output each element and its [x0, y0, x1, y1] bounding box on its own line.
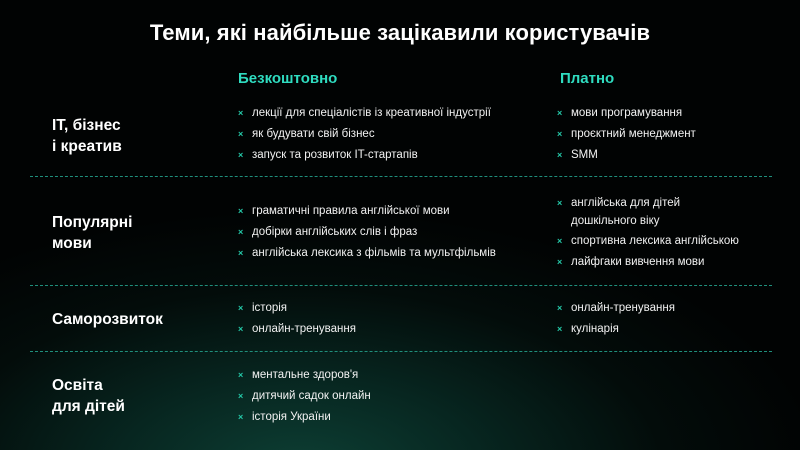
list-item — [238, 322, 356, 343]
list-item — [557, 255, 739, 276]
cross-bullet-icon: × — [557, 236, 563, 246]
cross-bullet-icon: × — [238, 370, 244, 380]
cross-bullet-icon: × — [238, 129, 244, 139]
topic-text: кулінарія — [571, 323, 619, 335]
list-item — [557, 106, 696, 127]
section-divider — [30, 176, 772, 177]
cross-bullet-icon: × — [238, 206, 244, 216]
cross-bullet-icon: × — [557, 257, 563, 267]
cross-bullet-icon: × — [557, 303, 563, 313]
category-self-development: Саморозвиток — [52, 311, 163, 328]
topic-text: англійська лексика з фільмів та мультфільмів — [252, 247, 496, 259]
topic-text: проєктний менеджмент — [571, 128, 696, 140]
cross-bullet-icon: × — [238, 324, 244, 334]
list-item — [238, 127, 491, 148]
cross-bullet-icon: × — [238, 248, 244, 258]
free-topics-list-languages — [238, 204, 496, 267]
free-topics-list-it — [238, 106, 491, 169]
list-item — [238, 246, 496, 267]
section-divider — [30, 285, 772, 286]
list-item — [238, 368, 371, 389]
topic-text: ментальне здоров'я — [252, 369, 359, 381]
list-item — [557, 301, 675, 322]
list-item — [557, 127, 696, 148]
list-item — [557, 194, 739, 234]
cross-bullet-icon: × — [238, 227, 244, 237]
topic-text: добірки англійських слів і фраз — [252, 226, 418, 238]
cross-bullet-icon: × — [557, 129, 563, 139]
category-languages: Популярні мови — [52, 214, 133, 252]
list-item — [238, 148, 491, 169]
topic-text: історія України — [252, 411, 331, 423]
list-item — [238, 204, 496, 225]
topic-text: спортивна лексика англійською — [571, 235, 739, 247]
topic-text: онлайн-тренування — [252, 323, 356, 335]
free-topics-list-self-development — [238, 301, 356, 343]
list-item — [238, 389, 371, 410]
category-kids-education: Освіта для дітей — [52, 377, 125, 415]
list-item — [238, 106, 491, 127]
page-title: Теми, які найбільше зацікавили користувачів — [149, 20, 651, 45]
category-it-business: IT, бізнес і креатив — [52, 117, 122, 155]
cross-bullet-icon: × — [557, 150, 563, 160]
column-header-free: Безкоштовно — [238, 70, 338, 87]
paid-topics-list-it — [557, 106, 696, 169]
topic-text: онлайн-тренування — [571, 302, 675, 314]
cross-bullet-icon: × — [557, 198, 563, 208]
topic-text: SMM — [571, 149, 598, 161]
cross-bullet-icon: × — [238, 412, 244, 422]
list-item — [557, 234, 739, 255]
topic-text: дитячий садок онлайн — [252, 390, 371, 402]
list-item — [557, 322, 675, 343]
topic-text: запуск та розвиток IT-стартапів — [252, 149, 418, 161]
topic-text: англійська для дітей дошкільного віку — [571, 197, 681, 227]
cross-bullet-icon: × — [238, 391, 244, 401]
cross-bullet-icon: × — [238, 150, 244, 160]
paid-topics-list-self-development — [557, 301, 675, 343]
list-item — [238, 410, 371, 431]
topic-text: лайфгаки вивчення мови — [571, 256, 705, 268]
list-item — [238, 301, 356, 322]
topic-text: мови програмування — [571, 107, 683, 119]
column-header-paid: Платно — [560, 70, 615, 87]
topic-text: історія — [252, 302, 288, 314]
list-item — [557, 148, 696, 169]
topic-text: лекції для спеціалістів із креативної індустрії — [252, 107, 491, 119]
list-item — [238, 225, 496, 246]
topic-text: граматичні правила англійської мови — [252, 205, 450, 217]
cross-bullet-icon: × — [557, 324, 563, 334]
topic-text: як будувати свій бізнес — [252, 128, 375, 140]
cross-bullet-icon: × — [557, 108, 563, 118]
cross-bullet-icon: × — [238, 108, 244, 118]
cross-bullet-icon: × — [238, 303, 244, 313]
section-divider — [30, 351, 772, 352]
free-topics-list-kids — [238, 368, 371, 431]
paid-topics-list-languages — [557, 194, 739, 276]
